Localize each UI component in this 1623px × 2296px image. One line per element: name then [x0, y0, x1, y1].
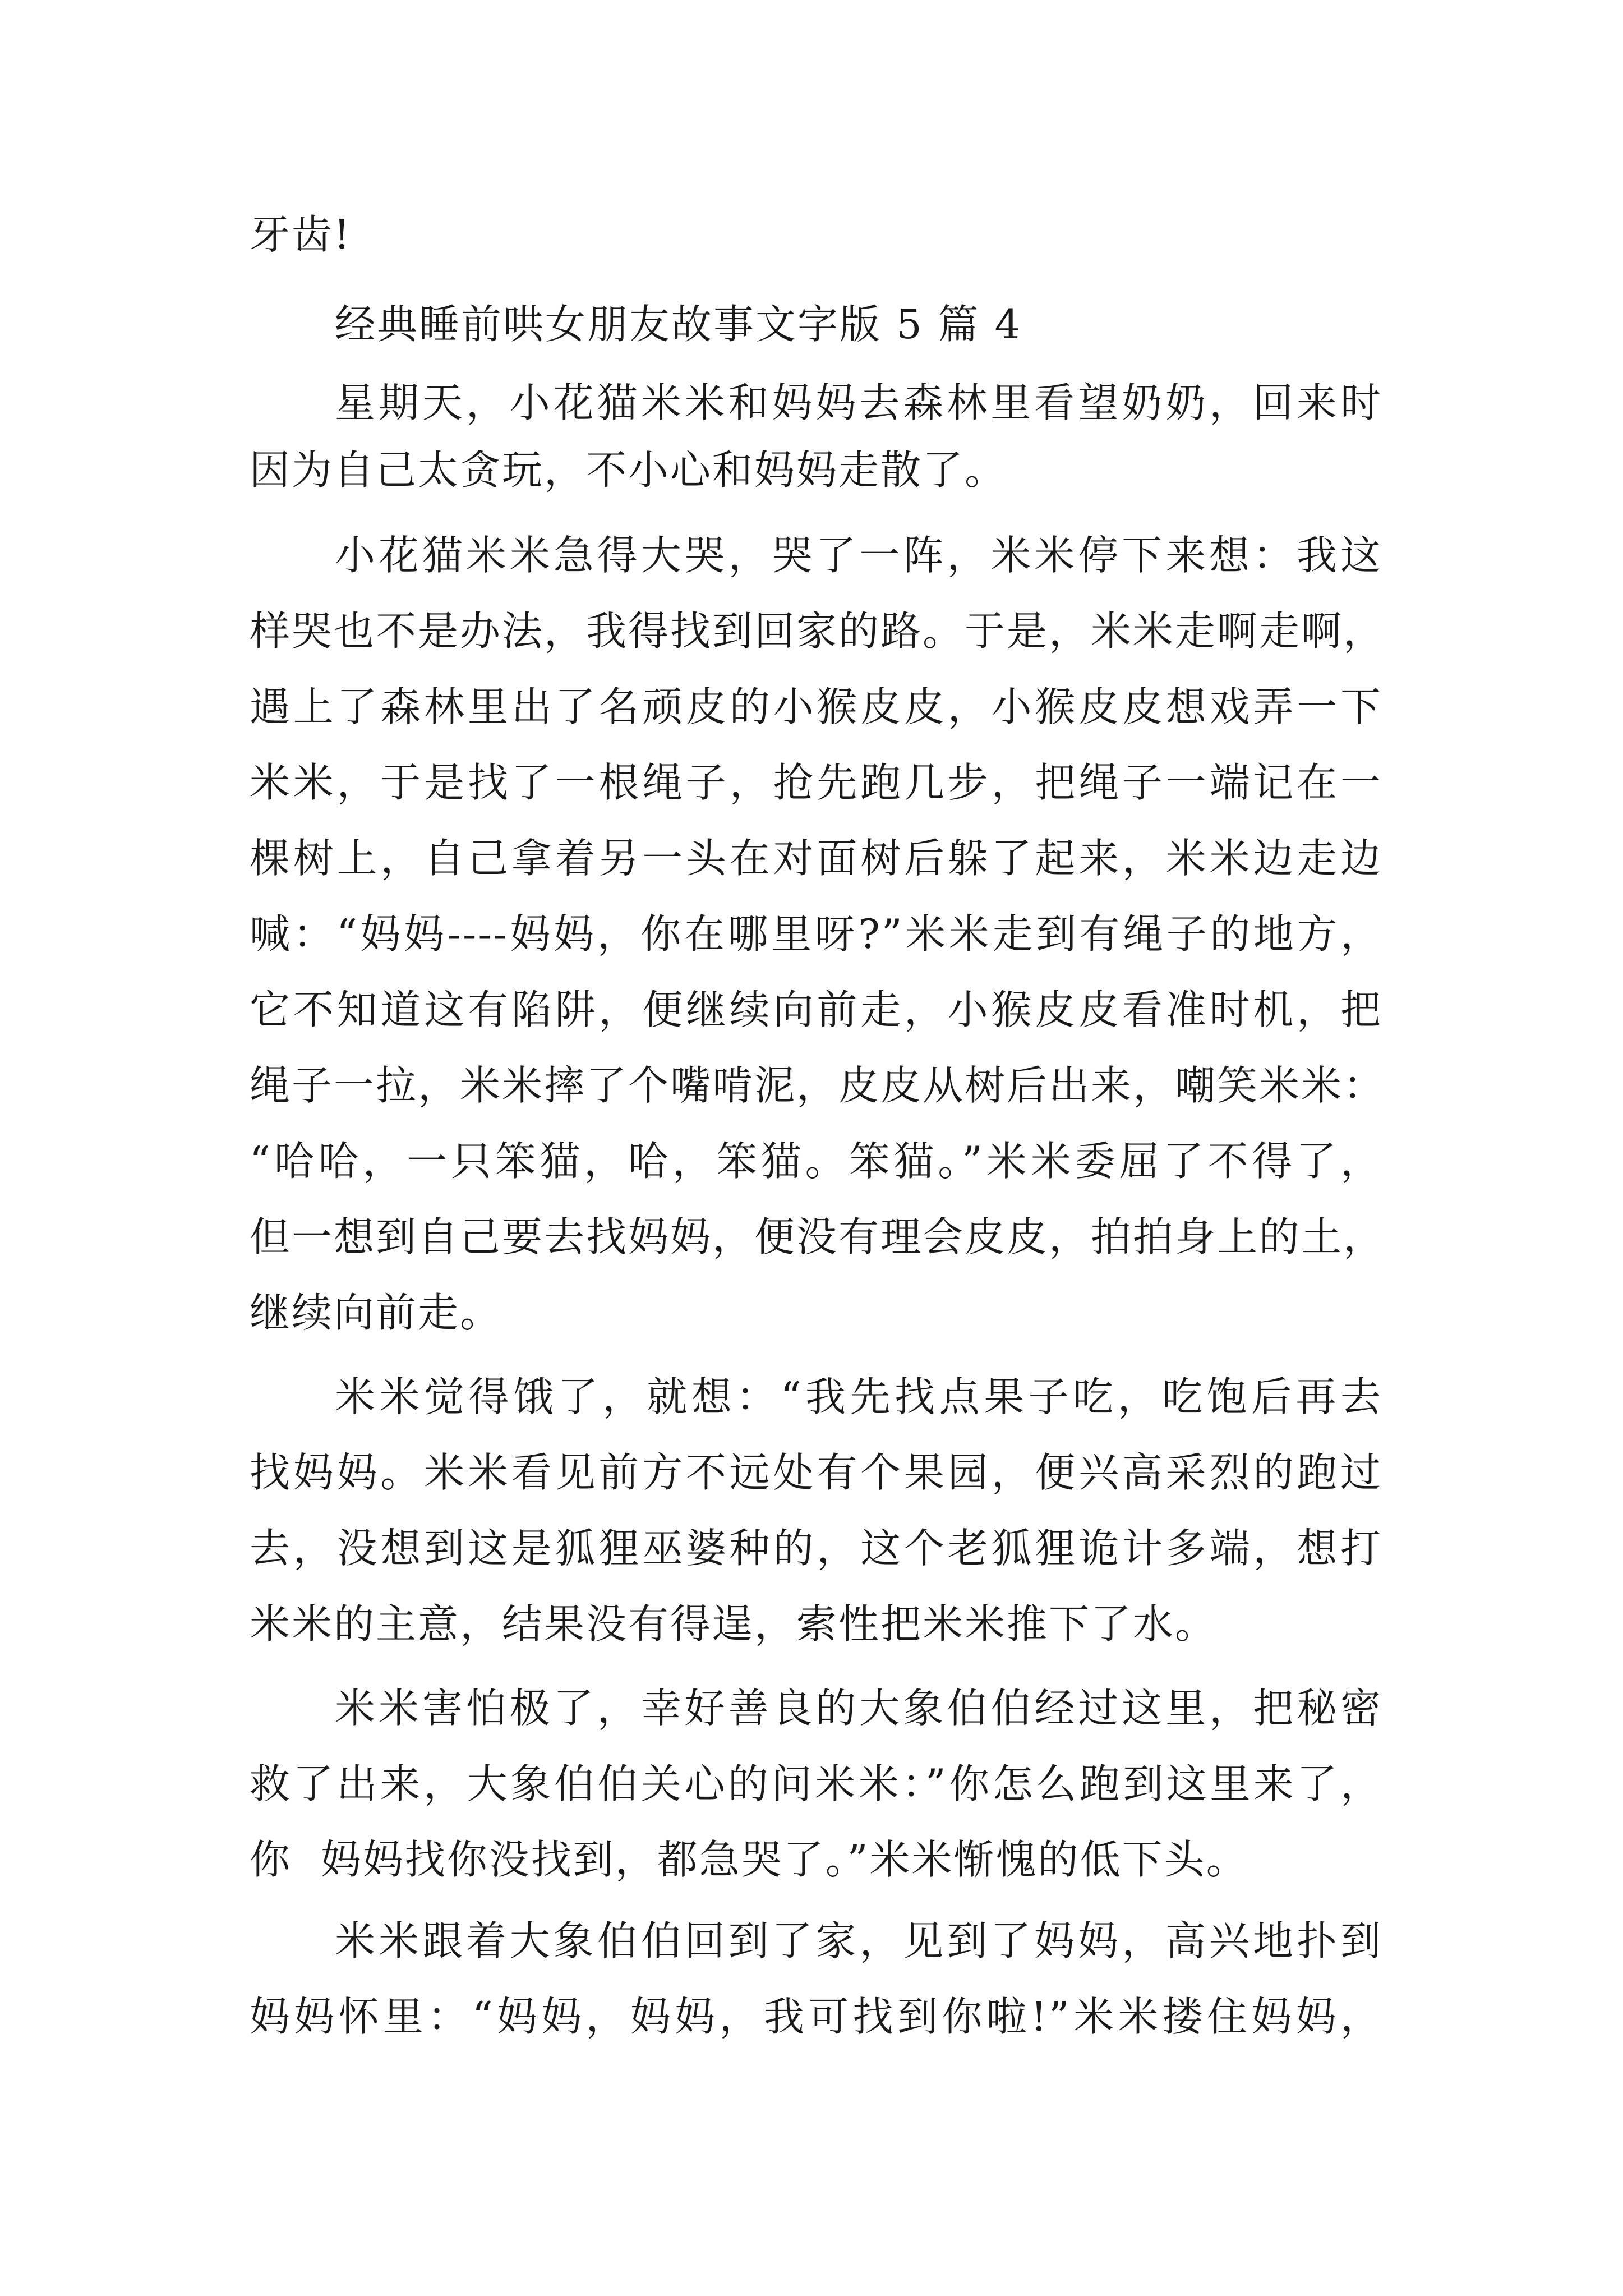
section-heading: 经典睡前哄女朋友故事文字版 5 篇 4	[335, 301, 1022, 348]
text-line-20: 米米害怕极了，幸好善良的大象伯伯经过这里，把秘密	[335, 1685, 1382, 1732]
text-line-8: 米米，于是找了一根绳子，抢先跑几步，把绳子一端记在一	[250, 759, 1382, 806]
text-line-24: 妈妈怀里：“妈妈，妈妈，我可找到你啦!”米米搂住妈妈，	[250, 1993, 1382, 2040]
text-line-12: 绳子一拉，米米摔了个嘴啃泥，皮皮从树后出来，嘲笑米米：	[250, 1062, 1386, 1109]
text-line-14: 但一想到自己要去找妈妈，便没有理会皮皮，拍拍身上的土，	[250, 1213, 1386, 1260]
text-line-5: 小花猫米米急得大哭，哭了一阵，米米停下来想：我这	[335, 532, 1382, 579]
text-line-10: 喊：“妈妈----妈妈，你在哪里呀?”米米走到有绳子的地方，	[250, 910, 1382, 958]
text-line-17: 找妈妈。米米看见前方不远处有个果园，便兴高采烈的跑过	[250, 1449, 1382, 1496]
text-line-15: 继续向前走。	[250, 1289, 502, 1336]
text-line-21: 救了出来，大象伯伯关心的问米米：”你怎么跑到这里来了，	[250, 1760, 1382, 1807]
text-line-7: 遇上了森林里出了名顽皮的小猴皮皮，小猴皮皮想戏弄一下	[250, 683, 1382, 730]
text-line-1: 牙齿!	[250, 211, 352, 258]
text-line-11: 它不知道这有陷阱，便继续向前走，小猴皮皮看准时机，把	[250, 986, 1382, 1033]
text-line-6: 样哭也不是办法，我得找到回家的路。于是，米米走啊走啊，	[250, 608, 1386, 655]
text-line-22: 你 妈妈找你没找到，都急哭了。”米米惭愧的低下头。	[250, 1836, 1248, 1883]
text-line-19: 米米的主意，结果没有得逞，索性把米米推下了水。	[250, 1600, 1218, 1648]
text-line-18: 去，没想到这是狐狸巫婆种的，这个老狐狸诡计多端，想打	[250, 1525, 1382, 1572]
text-line-13: “哈哈，一只笨猫，哈，笨猫。笨猫。”米米委屈了不得了，	[250, 1138, 1382, 1185]
text-line-9: 棵树上，自己拿着另一头在对面树后躲了起来，米米边走边	[250, 835, 1382, 882]
text-line-23: 米米跟着大象伯伯回到了家，见到了妈妈，高兴地扑到	[335, 1917, 1382, 1964]
text-line-3: 星期天，小花猫米米和妈妈去森林里看望奶奶，回来时	[335, 379, 1382, 426]
text-line-16: 米米觉得饿了，就想：“我先找点果子吃，吃饱后再去	[335, 1373, 1382, 1420]
text-line-4: 因为自己太贪玩，不小心和妈妈走散了。	[250, 447, 1007, 494]
